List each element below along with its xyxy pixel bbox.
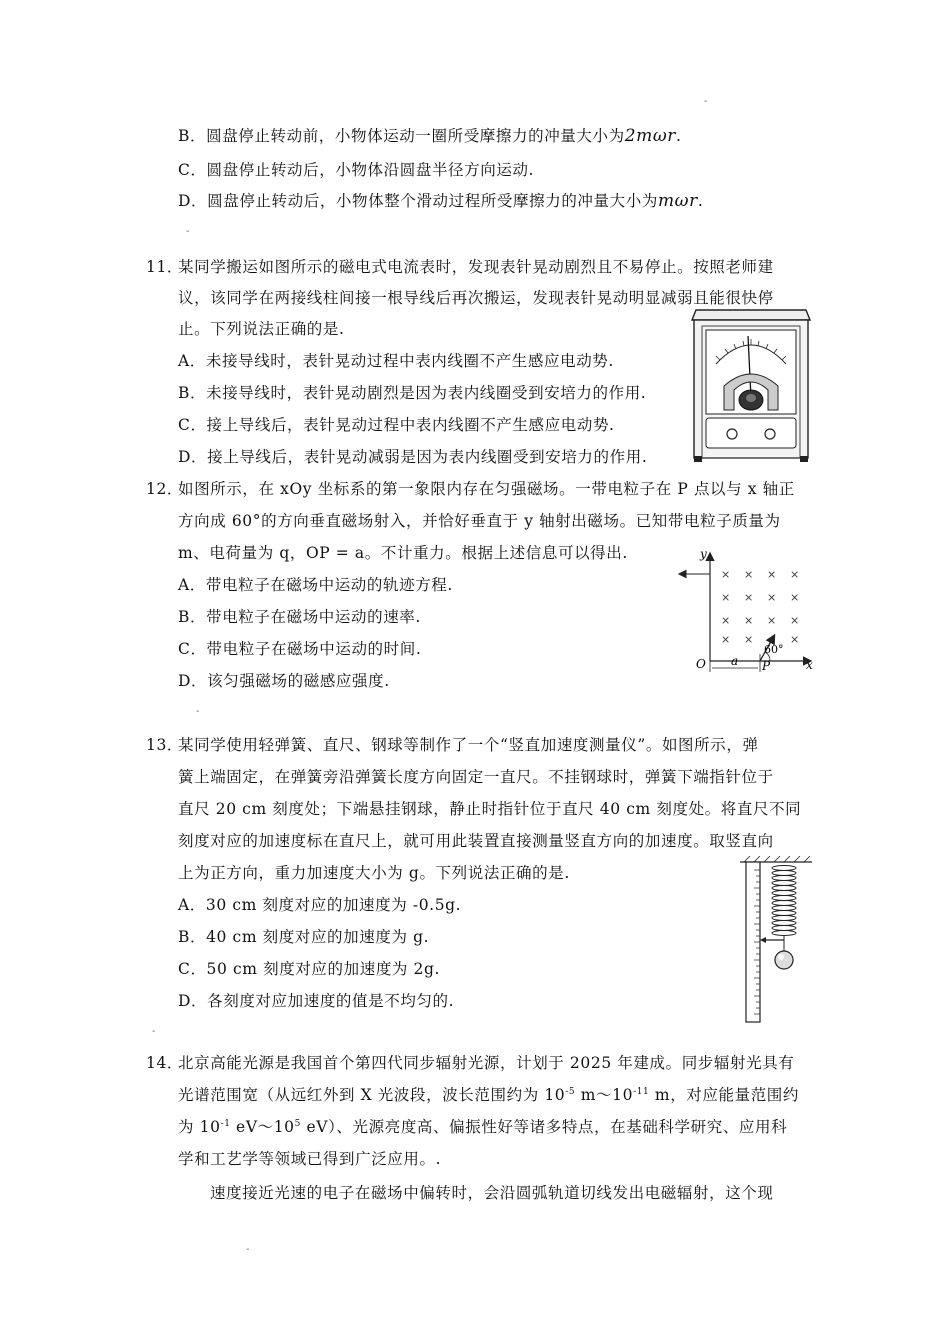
q12-stem-line1: 如图所示，在 xOy 坐标系的第一象限内存在匀强磁场。一带电粒子在 P 点以与 x 轴正	[178, 480, 795, 498]
stray-mark: -	[152, 1026, 156, 1037]
distance-a-label: a	[731, 654, 739, 668]
q14-line1: 北京高能光源是我国首个第四代同步辐射光源，计划于 2025 年建成。同步辐射光具有	[178, 1054, 795, 1072]
svg-text:×: ×	[744, 568, 754, 581]
svg-text:×: ×	[790, 614, 800, 627]
q13-option-d: D．各刻度对应加速度的值是不均匀的.	[178, 992, 455, 1010]
q12-stem-line3: m、电荷量为 q，OP = a。不计重力。根据上述信息可以得出.	[178, 544, 628, 562]
svg-text:×: ×	[721, 633, 731, 646]
q13-option-a: A．30 cm 刻度对应的加速度为 -0.5g.	[178, 896, 462, 914]
q11-option-b: B．未接导线时，表针晃动剧烈是因为表内线圈受到安培力的作用.	[178, 384, 647, 402]
q12-option-c: C．带电粒子在磁场中运动的时间.	[178, 640, 422, 658]
magnetic-field-figure	[676, 544, 820, 672]
q11-option-c: C．接上导线后，表针晃动过程中表内线圈不产生感应电动势.	[178, 416, 615, 434]
q12-option-b: B．带电粒子在磁场中运动的速率.	[178, 608, 421, 626]
q11-option-d: D．接上导线后，表针晃动减弱是因为表内线圈受到安培力的作用.	[178, 448, 648, 466]
galvanometer-figure	[688, 306, 814, 466]
svg-text:×: ×	[790, 591, 800, 604]
q10-option-c: C．圆盘停止转动后，小物体沿圆盘半径方向运动.	[178, 161, 535, 179]
q11-option-a: A．未接导线时，表针晃动过程中表内线圈不产生感应电动势.	[178, 352, 614, 370]
q10-option-d-formula: mωr	[657, 191, 698, 211]
q12-number: 12．	[146, 480, 184, 498]
y-axis-label: y	[700, 547, 707, 561]
q13-stem-line1: 某同学使用轻弹簧、直尺、钢球等制作了一个“竖直加速度测量仪”。如图所示，弹	[178, 736, 759, 754]
q12-stem-line2: 方向成 60°的方向垂直磁场射入，并恰好垂直于 y 轴射出磁场。已知带电粒子质量为	[178, 512, 781, 530]
stray-mark: -	[196, 706, 200, 717]
q13-option-c: C．50 cm 刻度对应的加速度为 2g.	[178, 960, 441, 978]
stray-mark: -	[704, 96, 708, 107]
svg-text:×: ×	[790, 633, 800, 646]
q13-stem-line4: 刻度对应的加速度标在直尺上，就可用此装置直接测量竖直方向的加速度。取竖直向	[178, 832, 774, 850]
q11-stem-line3: 止。下列说法正确的是.	[178, 320, 345, 338]
q10-option-b-formula: 2mωr	[624, 126, 677, 146]
stray-mark: -	[246, 1244, 250, 1255]
q13-option-b: B．40 cm 刻度对应的加速度为 g.	[178, 928, 430, 946]
svg-text:×: ×	[767, 568, 777, 581]
q13-stem-line5: 上为正方向，重力加速度大小为 g。下列说法正确的是.	[178, 864, 570, 882]
q13-number: 13．	[146, 736, 184, 754]
svg-text:×: ×	[744, 591, 754, 604]
q13-stem-line2: 簧上端固定，在弹簧旁沿弹簧长度方向固定一直尺。不挂钢球时，弹簧下端指针位于	[178, 768, 774, 786]
x-axis-label: x	[806, 658, 813, 672]
svg-text:×: ×	[721, 614, 731, 627]
svg-text:×: ×	[744, 633, 754, 646]
q11-number: 11．	[146, 258, 184, 276]
q11-stem-line2: 议，该同学在两接线柱间接一根导线后再次搬运，发现表针晃动明显减弱且能很快停	[178, 289, 774, 307]
origin-label: O	[696, 657, 706, 671]
q11-stem-line1: 某同学搬运如图所示的磁电式电流表时，发现表针晃动剧烈且不易停止。按照老师建	[178, 258, 774, 276]
svg-text:×: ×	[767, 614, 777, 627]
q14-line5: 速度接近光速的电子在磁场中偏转时，会沿圆弧轨道切线发出电磁辐射，这个现	[210, 1184, 774, 1202]
q10-option-d: D．圆盘停止转动后，小物体整个滑动过程所受摩擦力的冲量大小为mωr.	[178, 191, 704, 211]
q14-line4: 学和工艺学等领域已得到广泛应用。.	[178, 1150, 442, 1168]
q14-line3: 为 $10^{-1}$ $eV\sim 10^5$ eV）、光源亮度高、偏振性好等诸多特点，在基础科学研究、应用科	[178, 1118, 788, 1136]
svg-text:×: ×	[744, 614, 754, 627]
q14-line2: 光谱范围宽（从远红外到 X 光波段，波长范围约为 $10^{-5}$ $m\sim 10^{-11}$ m，对应能量范围约	[178, 1086, 800, 1104]
q10-option-d-text: D．圆盘停止转动后，小物体整个滑动过程所受摩擦力的冲量大小为	[178, 192, 658, 210]
spring-ruler-figure	[740, 856, 814, 1024]
q10-option-b-text: B．圆盘停止转动前，小物体运动一圈所受摩擦力的冲量大小为	[178, 127, 625, 145]
q10-option-b: B．圆盘停止转动前，小物体运动一圈所受摩擦力的冲量大小为2mωr.	[178, 126, 682, 146]
q14-number: 14．	[146, 1054, 184, 1072]
q12-option-d: D．该匀强磁场的磁感应强度.	[178, 672, 390, 690]
svg-text:×: ×	[721, 568, 731, 581]
svg-text:×: ×	[721, 591, 731, 604]
field-crosses	[721, 568, 799, 646]
svg-text:×: ×	[767, 591, 777, 604]
q13-stem-line3: 直尺 20 cm 刻度处；下端悬挂钢球，静止时指针位于直尺 40 cm 刻度处。将直尺不同	[178, 800, 802, 818]
angle-label: 60°	[764, 643, 784, 656]
q12-option-a: A．带电粒子在磁场中运动的轨迹方程.	[178, 576, 453, 594]
stray-mark: -	[186, 226, 190, 237]
point-p-label: P	[762, 659, 771, 672]
svg-text:×: ×	[790, 568, 800, 581]
